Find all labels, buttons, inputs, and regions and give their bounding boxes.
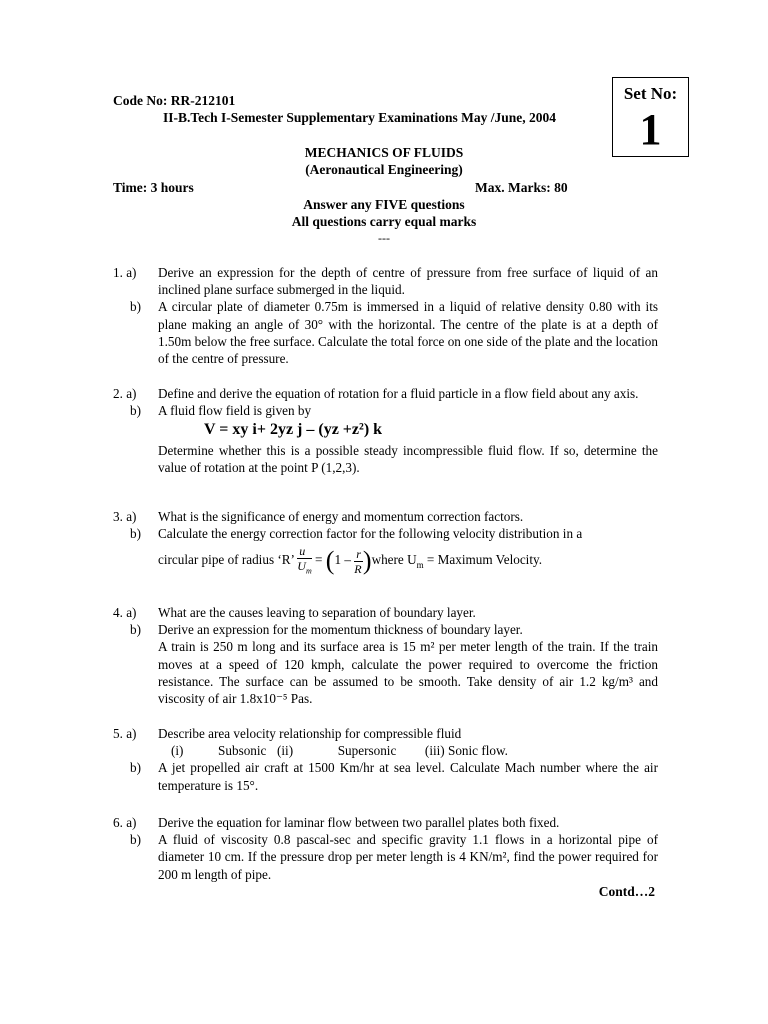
- question-4: [113, 604, 658, 707]
- question-part-b-continued: Determine whether this is a possible steady incompressible fluid flow. If so, determine the value of rotation at the point P (1,2,3).: [158, 442, 658, 475]
- separator: ---: [378, 231, 390, 245]
- instruction-marks: All questions carry equal marks: [291, 214, 477, 229]
- question-part-b: Derive an expression for the momentum thickness of boundary layer.: [158, 622, 523, 638]
- question-part-a: Derive an expression for the depth of centre of pressure from free surface of liquid of an inclined plane surface submerged in the liquid.: [158, 265, 658, 298]
- option-ii: (ii): [277, 743, 294, 759]
- branch: (Aeronautical Engineering): [305, 162, 463, 177]
- question-part-a: Define and derive the equation of rotation for a fluid particle in a flow field about any axis.: [158, 386, 639, 401]
- fraction-r-over-R: $\frac{r}{R}$: [354, 547, 362, 577]
- question-3: [113, 508, 658, 579]
- question-number: 6. a): [113, 815, 137, 830]
- question-number: 1. a): [113, 265, 137, 280]
- question-2: [113, 385, 658, 476]
- part-b-label: b): [130, 299, 141, 315]
- question-part-a: What are the causes leaving to separation of boundary layer.: [158, 605, 476, 620]
- exam-title: II-B.Tech I-Semester Supplementary Examinations May /June, 2004: [163, 110, 557, 125]
- set-label: Set No:: [623, 84, 678, 103]
- question-part-a: Describe area velocity relationship for compressible fluid: [158, 726, 462, 741]
- velocity-distribution-line: circular pipe of radius ‘R’ $\frac{u}{U_m}$ = (1 – $\frac{r}{R}$ )where $U_m$ = Maximum Velocity.: [158, 544, 658, 578]
- part-b-label: b): [130, 832, 141, 848]
- fraction-u-over-um: $\frac{u}{U_m}$: [297, 544, 312, 576]
- part-b-label: b): [130, 403, 141, 419]
- max-marks: Max. Marks: 80: [475, 180, 568, 195]
- question-6: [113, 814, 658, 883]
- question-1: [113, 264, 658, 367]
- option-i-text: Subsonic: [218, 743, 267, 759]
- set-number: 1: [639, 105, 662, 154]
- question-part-b: A fluid of viscosity 0.8 pascal-sec and specific gravity 1.1 flows in a horizontal pipe of diameter 10 cm. If the pressure drop per meter length is 4 KN/m², find the power required for 200 m length of pipe.: [158, 832, 658, 882]
- part-b-label: b): [130, 760, 141, 776]
- option-iii: (iii) Sonic flow.: [424, 743, 508, 759]
- instruction-answer: Answer any FIVE questions: [303, 197, 465, 212]
- continued-note: Contd…2: [598, 884, 655, 899]
- question-part-b: A fluid flow field is given by: [158, 403, 312, 419]
- question-number: 4. a): [113, 605, 137, 620]
- flow-options: [113, 742, 658, 759]
- question-5: [113, 725, 658, 794]
- question-part-b: A jet propelled air craft at 1500 Km/hr at sea level. Calculate Mach number where the air temperature is 15°.: [158, 760, 658, 793]
- question-number: 5. a): [113, 726, 137, 741]
- question-part-a: Derive the equation for laminar flow between two parallel plates both fixed.: [158, 815, 560, 830]
- code-number: Code No: RR-212101: [113, 93, 236, 108]
- question-part-b-continued: A train is 250 m long and its surface area is 15 m² per meter length of the train. If the train moves at a speed of 120 kmph, calculate the power required to overcome the friction resistance. The surface can be assumed to be smooth. Take density of air 1.2 kg/m³ and viscosity of air 1.8x10⁻⁵ Pas.: [158, 639, 658, 707]
- question-part-b: Calculate the energy correction factor for the following velocity distribution in a: [158, 526, 583, 542]
- question-part-b: A circular plate of diameter 0.75m is immersed in a liquid of relative density 0.80 with its plane making an angle of 30° with the horizontal. The centre of the plate is at a depth of 1.50m below the free surface. Calculate the total force on one side of the plate and the location of the centre of pressure.: [158, 299, 658, 367]
- question-part-a: What is the significance of energy and momentum correction factors.: [158, 509, 524, 524]
- option-i: (i): [171, 743, 184, 759]
- time-allowed: Time: 3 hours: [113, 180, 194, 195]
- question-number: 3. a): [113, 509, 137, 524]
- velocity-equation: V = xy i+ 2yz j – (yz +z²) k: [204, 421, 383, 439]
- part-b-label: b): [130, 622, 141, 638]
- option-ii-text: Supersonic: [337, 743, 397, 759]
- subject-title: MECHANICS OF FLUIDS: [304, 145, 464, 160]
- part-b-label: b): [130, 526, 141, 542]
- question-number: 2. a): [113, 386, 137, 401]
